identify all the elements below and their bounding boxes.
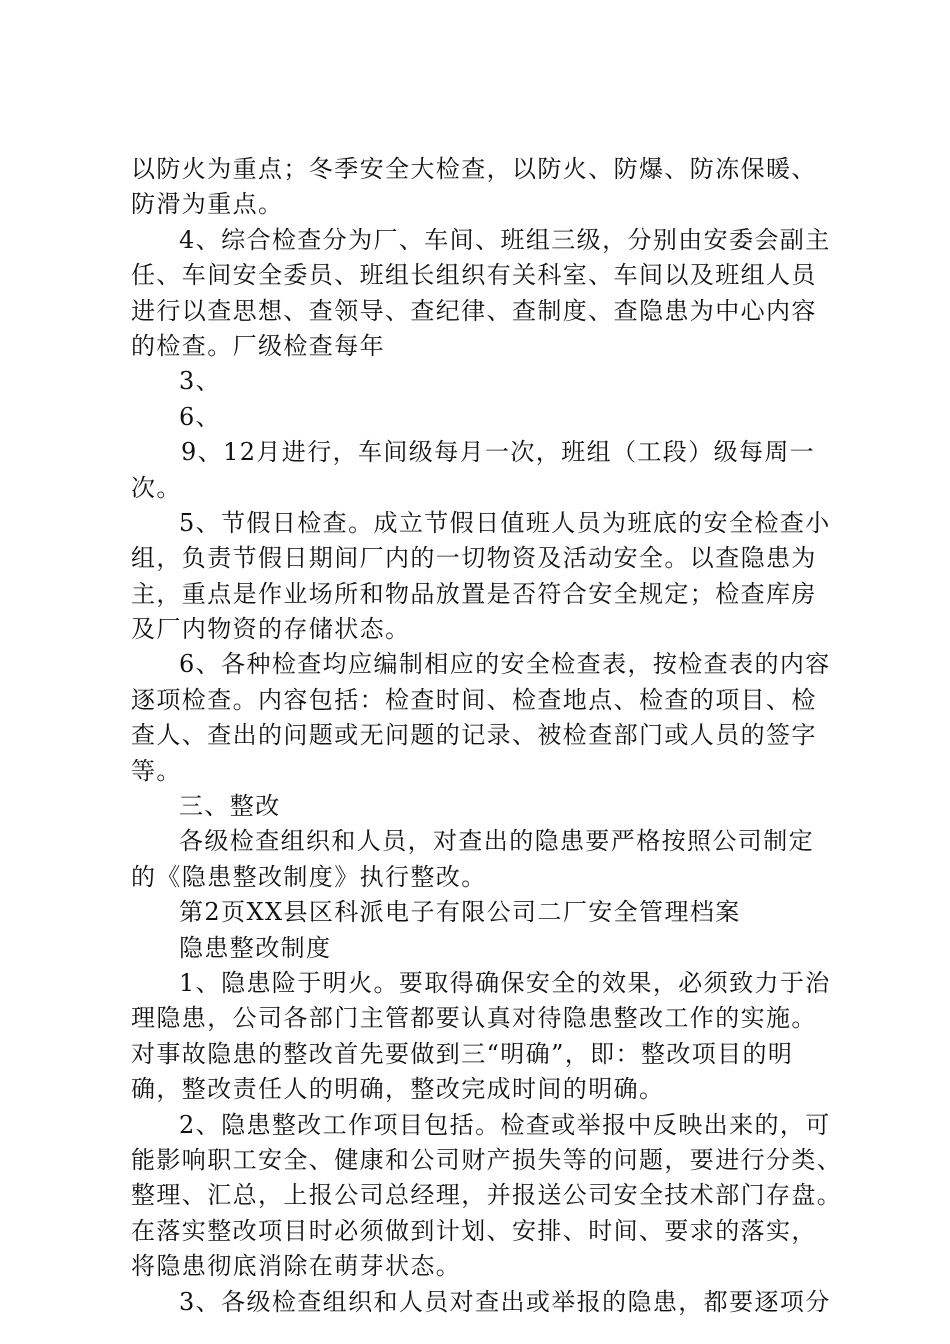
document-body — [131, 152, 843, 1320]
text-line: 的《隐患整改制度》执行整改。 — [131, 862, 487, 891]
text-line: 1、隐患险于明火。要取得确保安全的效果，必须致力于治 — [179, 968, 831, 997]
text-line: 任、车间安全委员、班组长组织有关科室、车间以及班组人员 — [131, 261, 817, 290]
text-line: 各级检查组织和人员，对查出的隐患要严格按照公司制定 — [179, 827, 814, 856]
page-header-line: 第2页XX县区科派电子有限公司二厂安全管理档案 — [179, 898, 741, 927]
text-line: 进行以查思想、查领导、查纪律、查制度、查隐患为中心内容 — [131, 296, 817, 325]
text-line: 2、隐患整改工作项目包括。检查或举报中反映出来的，可 — [179, 1110, 831, 1139]
text-line: 在落实整改项目时必须做到计划、安排、时间、要求的落实， — [131, 1216, 817, 1245]
text-line: 6、 — [179, 402, 222, 431]
text-line: 以防火为重点；冬季安全大检查，以防火、防爆、防冻保暖、 — [131, 155, 817, 183]
text-line: 3、各级检查组织和人员对查出或举报的隐患，都要逐项分 — [179, 1287, 831, 1316]
text-line: 5、节假日检查。成立节假日值班人员为班底的安全检查小 — [179, 508, 831, 537]
text-line: 及厂内物资的存储状态。 — [131, 615, 411, 644]
text-line: 理隐患，公司各部门主管都要认真对待隐患整改工作的实施。 — [131, 1004, 817, 1033]
text-line: 整理、汇总，上报公司总经理，并报送公司安全技术部门存盘。 — [131, 1181, 843, 1210]
text-line: 组，负责节假日期间厂内的一切物资及活动安全。以查隐患为 — [131, 544, 817, 573]
text-line: 4、综合检查分为厂、车间、班组三级，分别由安委会副主 — [179, 225, 831, 254]
text-line: 防滑为重点。 — [131, 190, 284, 219]
text-line: 3、 — [179, 367, 222, 396]
text-line: 主，重点是作业场所和物品放置是否符合安全规定；检查库房 — [131, 579, 817, 608]
text-line: 次。 — [131, 473, 182, 502]
text-line: 能影响职工安全、健康和公司财产损失等的问题，要进行分类、 — [131, 1145, 843, 1174]
section-heading: 三、整改 — [179, 792, 281, 821]
text-line: 的检查。厂级检查每年 — [131, 331, 385, 360]
text-line: 逐项检查。内容包括：检查时间、检查地点、检查的项目、检 — [131, 685, 817, 714]
text-line: 等。 — [131, 756, 182, 785]
text-line: 确，整改责任人的明确，整改完成时间的明确。 — [131, 1075, 665, 1104]
text-line: 查人、查出的问题或无问题的记录、被检查部门或人员的签字 — [131, 721, 817, 750]
text-line: 将隐患彻底消除在萌芽状态。 — [131, 1252, 462, 1281]
text-line: 对事故隐患的整改首先要做到三“明确”，即：整改项目的明 — [131, 1039, 794, 1068]
section-heading: 隐患整改制度 — [179, 933, 332, 962]
text-line: 9、12月进行，车间级每月一次，班组（工段）级每周一 — [181, 438, 816, 467]
text-line: 6、各种检查均应编制相应的安全检查表，按检查表的内容 — [179, 650, 831, 679]
